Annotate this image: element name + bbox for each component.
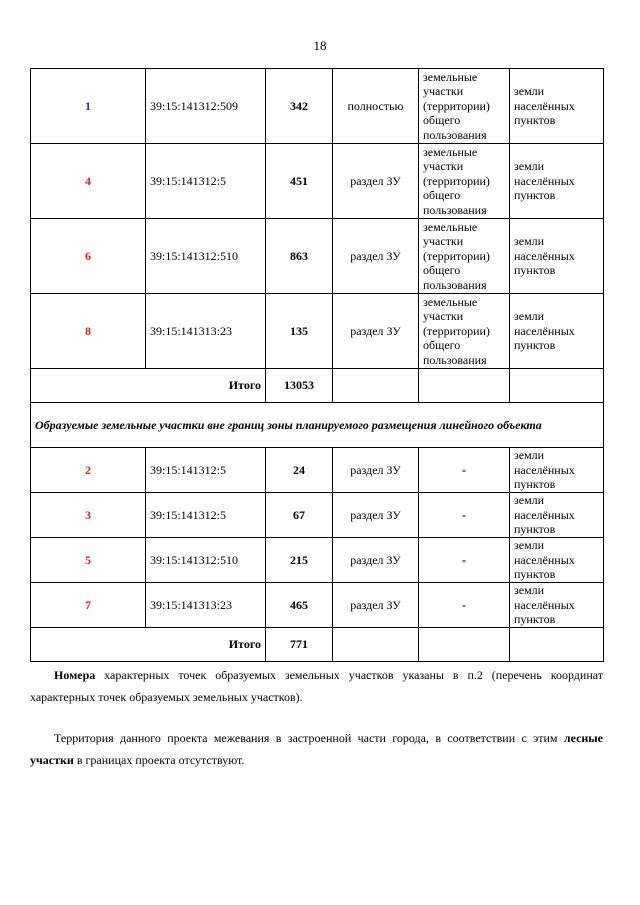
land-category-line: населённых	[514, 597, 575, 612]
formation-mode: раздел ЗУ	[333, 583, 419, 628]
land-category-line: населённых	[514, 507, 575, 522]
plot-type: -	[419, 538, 510, 583]
cadastral-number: 39:15:141312:5	[146, 493, 266, 538]
total-label: Итого	[31, 369, 266, 403]
table-row	[31, 493, 604, 538]
land-category	[510, 448, 604, 493]
plot-type-line: (территории)	[423, 173, 490, 188]
cadastral-number: 39:15:141312:5	[146, 144, 266, 219]
plot-number: 7	[31, 583, 146, 628]
plot-area: 67	[266, 493, 333, 538]
formation-mode: раздел ЗУ	[333, 219, 419, 294]
plot-type-line: пользования	[423, 352, 487, 367]
plot-type-line: общего	[423, 338, 461, 353]
plot-number: 6	[31, 219, 146, 294]
land-category-line: пунктов	[514, 477, 556, 492]
land-plots-table-body	[31, 69, 604, 662]
empty-cell	[510, 369, 604, 403]
land-category-line: населённых	[514, 173, 575, 188]
plot-type: -	[419, 493, 510, 538]
land-category-line: населённых	[514, 98, 575, 113]
plot-type-line: участки	[423, 234, 464, 249]
paragraph-point-numbers-bold: Номера	[54, 668, 96, 682]
total-value: 13053	[266, 369, 333, 403]
cadastral-number: 39:15:141312:509	[146, 69, 266, 144]
table-row	[31, 69, 604, 144]
paragraph-forest-plots-end: в границах проекта отсутствуют.	[73, 753, 245, 767]
plot-type	[419, 69, 510, 144]
plot-type	[419, 144, 510, 219]
plot-area: 342	[266, 69, 333, 144]
paragraph-forest-plots-bold: лесные участки	[30, 731, 603, 767]
land-category-line: пунктов	[514, 113, 556, 128]
plot-type-line: пользования	[423, 277, 487, 292]
plot-area: 863	[266, 219, 333, 294]
empty-cell	[510, 628, 604, 662]
plot-type	[419, 294, 510, 369]
plot-type-line: общего	[423, 263, 461, 278]
land-category	[510, 538, 604, 583]
table-row	[31, 144, 604, 219]
total-value: 771	[266, 628, 333, 662]
plot-area: 451	[266, 144, 333, 219]
plot-number: 5	[31, 538, 146, 583]
plot-type-line: участки	[423, 159, 464, 174]
land-category-line: земли	[514, 84, 545, 99]
plot-type	[419, 219, 510, 294]
paragraph-forest-plots-start: Территория данного проекта межевания в застроенной части города, в соответствии с этим	[54, 731, 564, 745]
total-label: Итого	[31, 628, 266, 662]
formation-mode: полностью	[333, 69, 419, 144]
land-category-line: пунктов	[514, 338, 556, 353]
cadastral-number: 39:15:141312:5	[146, 448, 266, 493]
plot-type-line: земельные	[423, 219, 478, 234]
land-category	[510, 493, 604, 538]
formation-mode: раздел ЗУ	[333, 538, 419, 583]
empty-cell	[333, 369, 419, 403]
formation-mode: раздел ЗУ	[333, 294, 419, 369]
land-category-line: населённых	[514, 552, 575, 567]
plot-area: 24	[266, 448, 333, 493]
formation-mode: раздел ЗУ	[333, 144, 419, 219]
plot-type-line: земельные	[423, 144, 478, 159]
land-category-line: пунктов	[514, 522, 556, 537]
land-category-line: пунктов	[514, 263, 556, 278]
plot-type-line: земельные	[423, 294, 478, 309]
cadastral-number: 39:15:141313:23	[146, 583, 266, 628]
plot-type-line: общего	[423, 188, 461, 203]
plot-number: 8	[31, 294, 146, 369]
cadastral-number: 39:15:141312:510	[146, 538, 266, 583]
total-row	[31, 628, 604, 662]
empty-cell	[333, 628, 419, 662]
plot-type-line: пользования	[423, 202, 487, 217]
plot-type: -	[419, 583, 510, 628]
page-number: 18	[313, 38, 327, 53]
plot-type-line: (территории)	[423, 98, 490, 113]
total-row	[31, 369, 604, 403]
plot-type-line: (территории)	[423, 248, 490, 263]
plot-type-line: (территории)	[423, 323, 490, 338]
plot-type-line: участки	[423, 84, 464, 99]
plot-number: 3	[31, 493, 146, 538]
paragraph-point-numbers-text: характерных точек образуемых земельных участков указаны в п.2 (перечень координат характерных точек образуемых земельных участков).	[30, 668, 603, 704]
plot-type-line: общего	[423, 113, 461, 128]
formation-mode: раздел ЗУ	[333, 493, 419, 538]
table-row	[31, 219, 604, 294]
land-category	[510, 69, 604, 144]
land-category-line: населённых	[514, 323, 575, 338]
table-row	[31, 583, 604, 628]
land-category	[510, 583, 604, 628]
plot-type-line: пользования	[423, 127, 487, 142]
plot-number: 2	[31, 448, 146, 493]
paragraph-forest-plots	[30, 727, 603, 771]
plot-area: 135	[266, 294, 333, 369]
table-row	[31, 538, 604, 583]
section-header: Образуемые земельные участки вне границ зоны планируемого размещения линейного объекта	[31, 403, 604, 448]
land-category	[510, 294, 604, 369]
land-category-line: земли	[514, 159, 545, 174]
land-category-line: пунктов	[514, 188, 556, 203]
empty-cell	[419, 628, 510, 662]
land-category	[510, 219, 604, 294]
land-category-line: земли	[514, 234, 545, 249]
land-category-line: земли	[514, 448, 545, 463]
cadastral-number: 39:15:141312:510	[146, 219, 266, 294]
land-category	[510, 144, 604, 219]
plot-number: 4	[31, 144, 146, 219]
formation-mode: раздел ЗУ	[333, 448, 419, 493]
land-category-line: пунктов	[514, 567, 556, 582]
section-header-row	[31, 403, 604, 448]
plot-number: 1	[31, 69, 146, 144]
land-category-line: земли	[514, 309, 545, 324]
table-row	[31, 294, 604, 369]
table-row	[31, 448, 604, 493]
land-category-line: земли	[514, 538, 545, 553]
plot-area: 465	[266, 583, 333, 628]
land-plots-table	[30, 68, 604, 662]
land-category-line: населённых	[514, 462, 575, 477]
empty-cell	[419, 369, 510, 403]
plot-type-line: участки	[423, 309, 464, 324]
land-category-line: земли	[514, 583, 545, 598]
plot-type-line: земельные	[423, 69, 478, 84]
land-category-line: земли	[514, 493, 545, 508]
cadastral-number: 39:15:141313:23	[146, 294, 266, 369]
plot-type: -	[419, 448, 510, 493]
land-category-line: населённых	[514, 248, 575, 263]
paragraph-point-numbers	[30, 664, 603, 708]
land-category-line: пунктов	[514, 612, 556, 627]
plot-area: 215	[266, 538, 333, 583]
